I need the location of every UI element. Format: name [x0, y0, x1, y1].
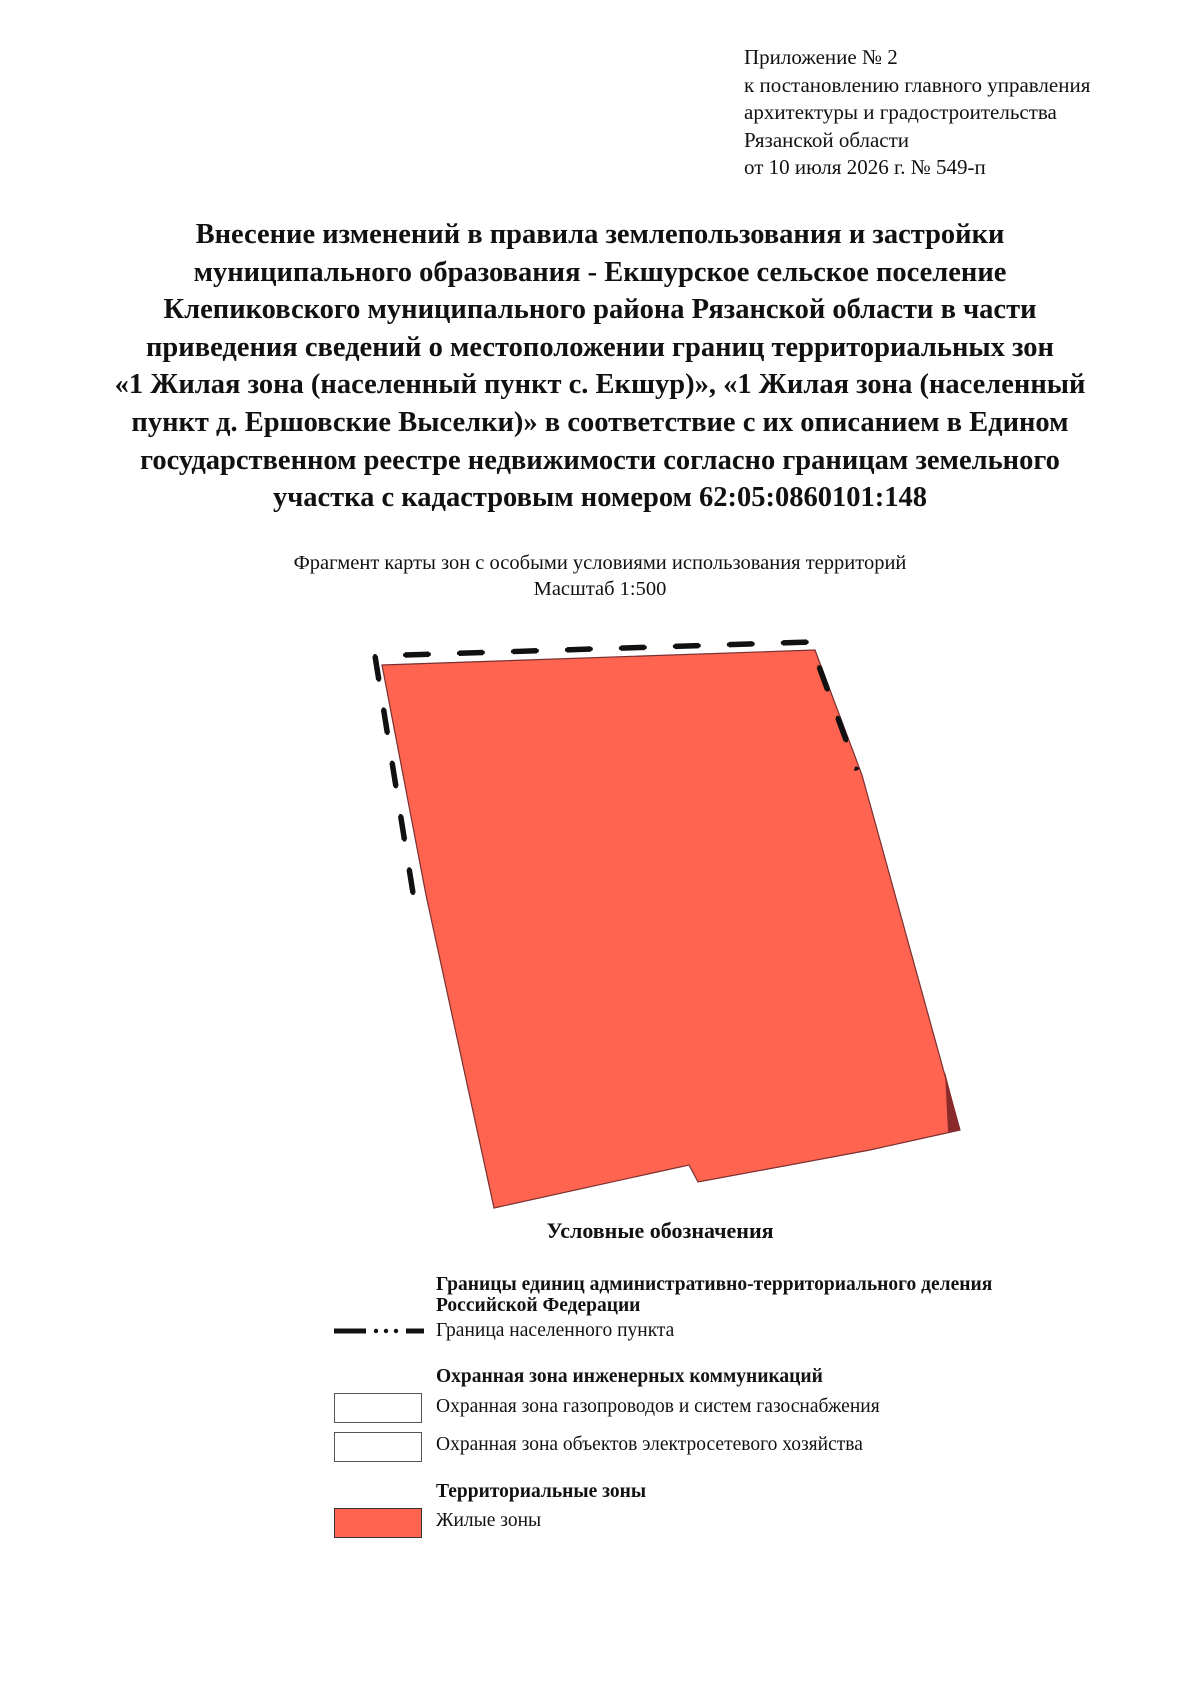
map-scale: Масштаб 1:500 — [533, 578, 667, 600]
legend-swatch-gas-pipeline-zone — [334, 1393, 422, 1423]
title-line: муниципального образования - Екшурское сельское поселение — [193, 256, 1007, 288]
residential-zone-parcel — [382, 650, 960, 1208]
title-line: государственном реестре недвижимости согласно границам земельного — [140, 444, 1060, 476]
legend-heading-line: Территориальные зоны — [436, 1481, 647, 1502]
legend-label-gas-pipeline-zone: Охранная зона газопроводов и систем газоснабжения — [436, 1396, 880, 1417]
title-line: участка с кадастровым номером 62:05:0860101:148 — [272, 482, 928, 514]
map-caption-text: Фрагмент карты зон с особыми условиями использования территорий — [293, 552, 907, 574]
title-line: приведения сведений о местоположении границ территориальных зон — [146, 331, 1054, 363]
legend-group-heading-admin-boundaries — [436, 1274, 992, 1316]
legend-swatch-power-grid-zone — [334, 1432, 422, 1462]
title-line: Клепиковского муниципального района Рязанской области в части — [163, 294, 1037, 326]
appendix-line: Рязанской области — [744, 127, 910, 152]
appendix-line: архитектуры и градостроительства — [744, 100, 1057, 124]
legend-group-heading-territorial-zones — [436, 1481, 646, 1502]
title-line: пункт д. Ершовские Выселки)» в соответствие с их описанием в Едином — [131, 406, 1069, 438]
title-line: «1 Жилая зона (населенный пункт с. Екшур)», «1 Жилая зона (населенный — [114, 369, 1086, 401]
legend-label-power-grid-zone: Охранная зона объектов электросетевого хозяйства — [436, 1434, 863, 1455]
legend-heading-line: Российской Федерации — [436, 1295, 641, 1316]
appendix-date: от 10 июля 2026 г. № 549-п — [744, 155, 986, 179]
legend-label-residential-zone: Жилые зоны — [436, 1510, 542, 1531]
legend-group-heading-utility-zones — [436, 1366, 823, 1387]
legend-title: Условные обозначения — [546, 1218, 774, 1243]
legend-heading-line: Границы единиц административно-территориального деления — [436, 1274, 993, 1295]
legend-label-settlement-boundary: Граница населенного пункта — [436, 1320, 675, 1341]
settlement-boundary-symbol — [334, 1325, 424, 1337]
appendix-number: Приложение № 2 — [744, 45, 898, 69]
appendix-line: к постановлению главного управления — [744, 72, 1091, 97]
legend-swatch-residential-zone — [334, 1508, 422, 1538]
title-line: Внесение изменений в правила землепользования и застройки — [195, 219, 1005, 250]
legend-heading-line: Охранная зона инженерных коммуникаций — [436, 1366, 823, 1387]
